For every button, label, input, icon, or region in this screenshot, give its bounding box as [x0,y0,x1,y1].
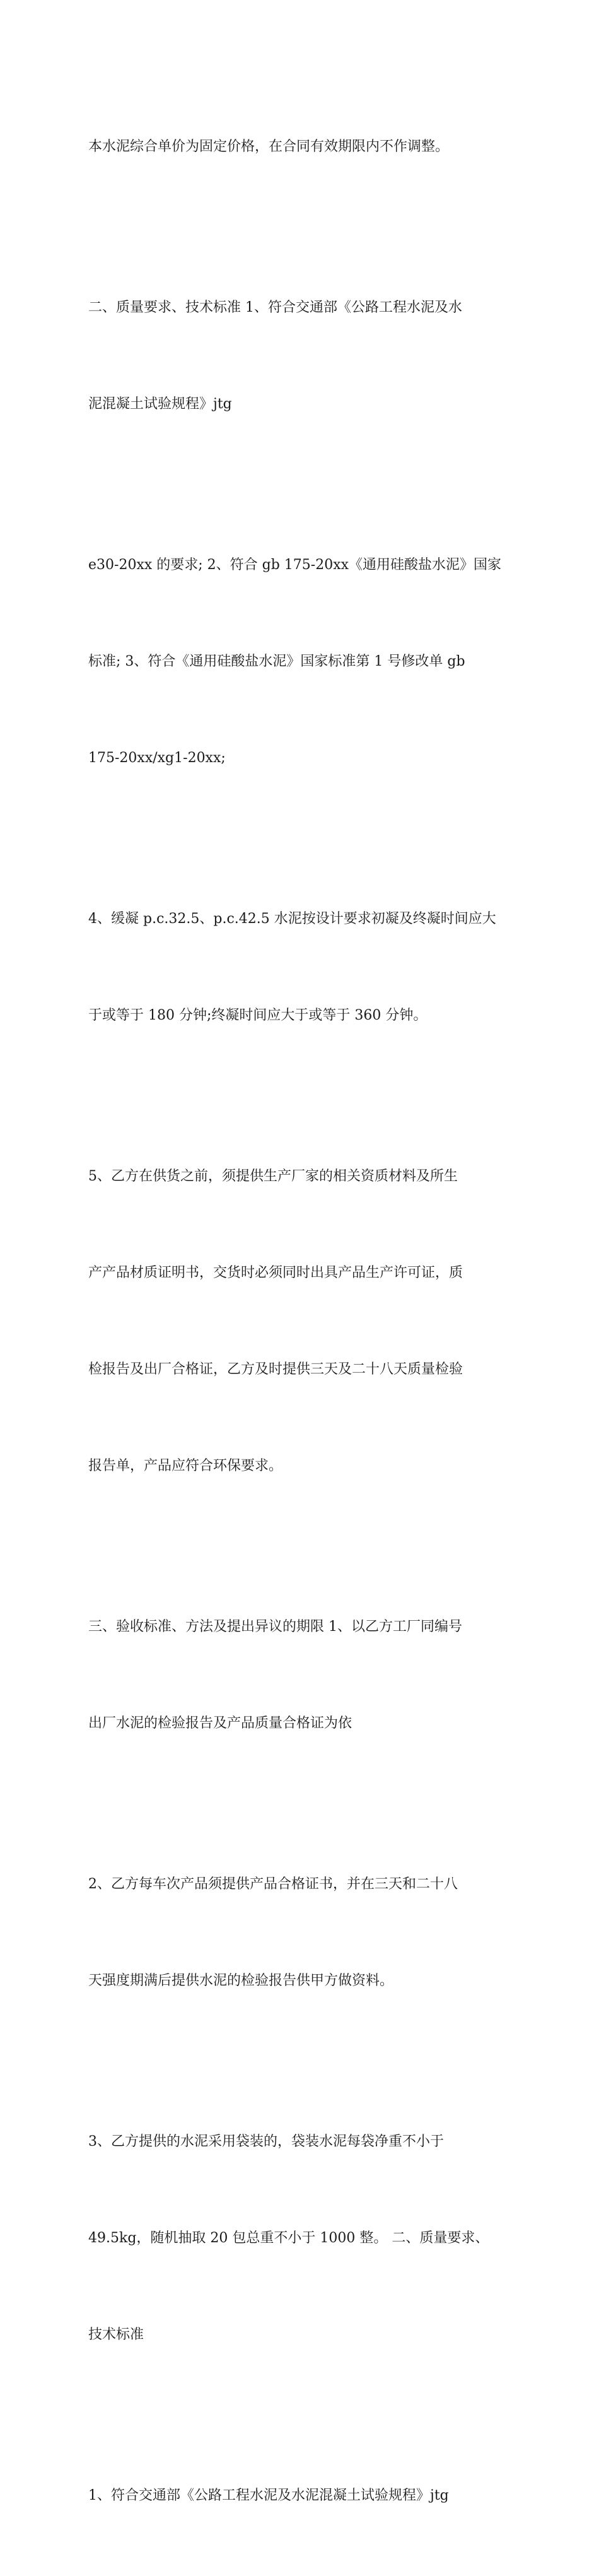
text-line: 检报告及出厂合格证，乙方及时提供三天及二十八天质量检验 [88,1362,463,1377]
paragraph-certificates [88,1804,517,2061]
text-line: 技术标准 [88,2327,144,2343]
text-line: 2、乙方每车次产品须提供产品合格证书，并在三天和二十八 [88,1876,458,1892]
text-line: 49.5kg，随机抽取 20 包总重不小于 1000 整。 二、质量要求、 [88,2230,489,2246]
text-line: 产产品材质证明书，交货时必须同时出具产品生产许可证，质 [88,1265,463,1281]
text-line: 二、质量要求、技术标准 1、符合交通部《公路工程水泥及水 [88,300,462,315]
document-body [88,66,517,2576]
text-line: 3、乙方提供的水泥采用袋装的，袋装水泥每袋净重不小于 [88,2134,444,2150]
paragraph-supplier-documents [88,1096,517,1546]
paragraph-fixed-price [88,66,517,227]
text-line: 4、缓凝 p.c.32.5、p.c.42.5 水泥按设计要求初凝及终凝时间应大 [88,911,496,927]
text-line: 于或等于 180 分钟;终凝时间应大于或等于 360 分钟。 [88,1008,427,1023]
text-line: 三、验收标准、方法及提出异议的期限 1、以乙方工厂同编号 [88,1619,462,1635]
paragraph-setting-time [88,838,517,1096]
text-line: 175-20xx/xg1-20xx; [88,750,226,766]
paragraph-transport-standard [88,2415,517,2576]
paragraph-packaging [88,2061,517,2415]
paragraph-quality-standards [88,227,517,485]
text-line: 报告单，产品应符合环保要求。 [88,1458,283,1474]
text-line: 泥混凝土试验规程》jtg [88,396,232,412]
text-line: 出厂水泥的检验报告及产品质量合格证为依 [88,1715,352,1731]
text-line: 天强度期满后提供水泥的检验报告供甲方做资料。 [88,1973,394,1989]
text-line: e30-20xx 的要求; 2、符合 gb 175-20xx《通用硅酸盐水泥》国家 [88,557,502,573]
text-line: 1、符合交通部《公路工程水泥及水泥混凝土试验规程》jtg [88,2488,449,2503]
text-line: 5、乙方在供货之前，须提供生产厂家的相关资质材料及所生 [88,1168,458,1184]
text-line: 本水泥综合单价为固定价格，在合同有效期限内不作调整。 [88,139,450,155]
paragraph-gb-standards [88,485,517,838]
paragraph-acceptance-standards [88,1546,517,1804]
text-line: 标准; 3、符合《通用硅酸盐水泥》国家标准第 1 号修改单 gb [88,654,465,669]
